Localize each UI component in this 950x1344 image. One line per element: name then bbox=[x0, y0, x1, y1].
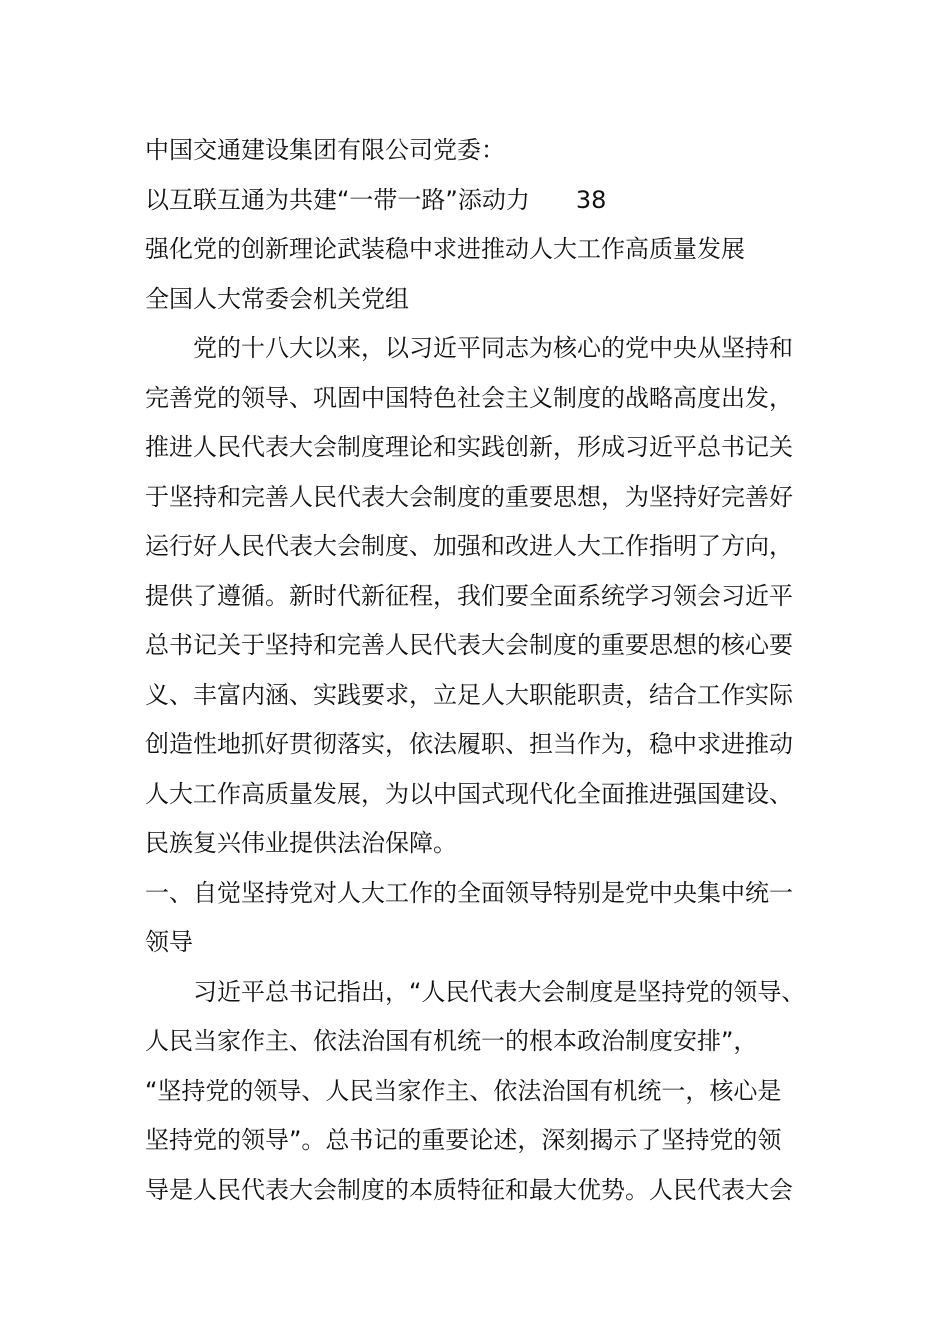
document-body bbox=[145, 126, 825, 1215]
article-title: 强化党的创新理论武装稳中求进推动人大工作高质量发展 bbox=[145, 235, 745, 263]
paragraph-line: 党的十八大以来，以习近平同志为核心的党中央从坚持和 bbox=[193, 334, 793, 362]
paragraph-line: 习近平总书记指出，“人民代表大会制度是坚持党的领导、 bbox=[193, 977, 806, 1006]
paragraph-line: 总书记关于坚持和完善人民代表大会制度的重要思想的核心要 bbox=[145, 631, 793, 659]
paragraph-1 bbox=[145, 324, 825, 869]
paragraph-line: 提供了遵循。新时代新征程，我们要全面系统学习领会习近平 bbox=[145, 581, 793, 610]
toc-page-number: 38 bbox=[575, 185, 607, 214]
paragraph-line: 运行好人民代表大会制度、加强和改进人大工作指明了方向， bbox=[145, 532, 793, 560]
paragraph-line: 导是人民代表大会制度的本质特征和最大优势。人民代表大会 bbox=[145, 1175, 793, 1204]
paragraph-line: 人民当家作主、依法治国有机统一的根本政治制度安排”， bbox=[145, 1027, 758, 1055]
toc-organization: 中国交通建设集团有限公司党委： bbox=[145, 136, 505, 164]
paragraph-line: 推进人民代表大会制度理论和实践创新，形成习近平总书记关 bbox=[145, 433, 793, 461]
article-author: 全国人大常委会机关党组 bbox=[145, 284, 409, 313]
paragraph-line: “坚持党的领导、人民当家作主、依法治国有机统一，核心是 bbox=[145, 1076, 782, 1105]
paragraph-line: 创造性地抓好贯彻落实，依法履职、担当作为，稳中求进推动 bbox=[145, 730, 793, 758]
heading-line: 领导 bbox=[145, 928, 193, 956]
section-1-heading bbox=[145, 869, 825, 968]
heading-line: 一、自觉坚持党对人大工作的全面领导特别是党中央集中统一 bbox=[145, 878, 793, 907]
paragraph-2 bbox=[145, 968, 825, 1216]
toc-entry-title: 以互联互通为共建“一带一路”添动力 bbox=[145, 185, 530, 214]
paragraph-line: 民族复兴伟业提供法治保障。 bbox=[145, 829, 457, 857]
paragraph-line: 人大工作高质量发展，为以中国式现代化全面推进强国建设、 bbox=[145, 779, 793, 808]
paragraph-line: 坚持党的领导”。总书记的重要论述，深刻揭示了坚持党的领 bbox=[145, 1126, 782, 1154]
paragraph-line: 于坚持和完善人民代表大会制度的重要思想，为坚持好完善好 bbox=[145, 482, 793, 511]
toc-entry bbox=[145, 176, 825, 226]
paragraph-line: 完善党的领导、巩固中国特色社会主义制度的战略高度出发， bbox=[145, 383, 793, 412]
paragraph-line: 义、丰富内涵、实践要求，立足人大职能职责，结合工作实际 bbox=[145, 680, 793, 709]
